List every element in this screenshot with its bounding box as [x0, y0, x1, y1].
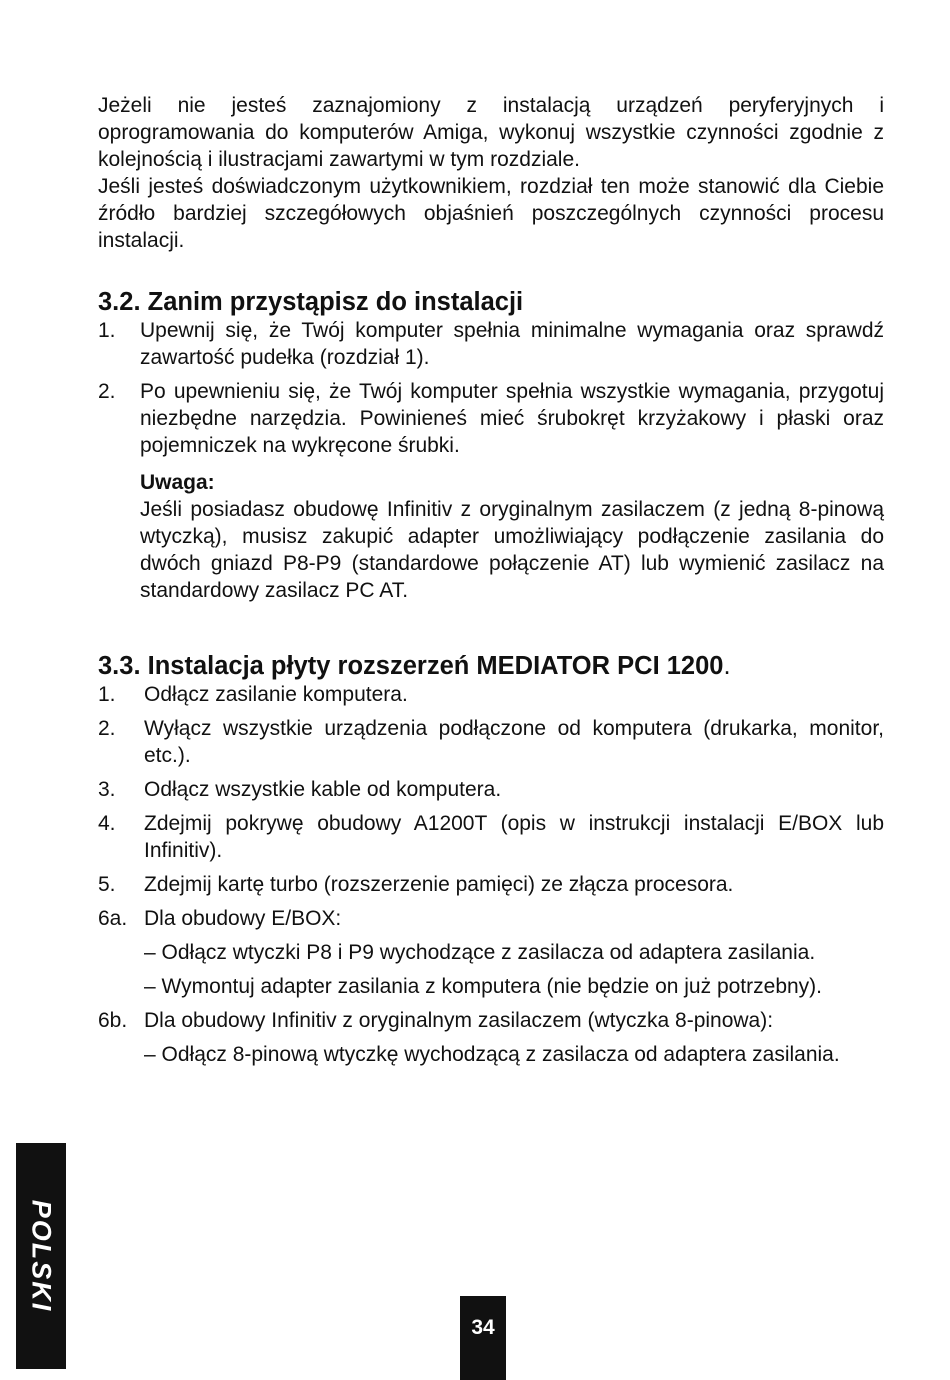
page-number-box [460, 1296, 506, 1380]
list-item [98, 905, 884, 1000]
list-item [98, 317, 884, 371]
list-item [98, 810, 884, 864]
language-side-tab [16, 1143, 66, 1369]
section-3-3-heading [98, 651, 884, 681]
note-box [98, 469, 884, 604]
language-label: POLSKI [26, 1199, 57, 1313]
section-3-3-title: 3.3. Instalacja płyty rozszerzeń MEDIATOR PCI 1200 [98, 652, 724, 680]
intro-paragraph-1: Jeżeli nie jesteś zaznajomiony z instalacją urządzeń peryferyjnych i oprogramowania do komputerów Amiga, wykonuj wszystkie czynności zgodnie z kolejnością i ilustracjami zawartymi w tym rozdziale. [98, 94, 884, 171]
section-3-2-heading: 3.2. Zanim przystąpisz do instalacji [98, 288, 524, 316]
list-item-number: 5. [98, 873, 116, 896]
list-item-text: Po upewnieniu się, że Twój komputer spełnia wszystkie wymagania, przygotuj niezbędne narzędzia. Powinieneś mieć śrubokręt krzyżakowy i płaski oraz pojemniczek na wykręcone śrubki. [140, 380, 884, 457]
list-item [98, 681, 884, 708]
list-item-number: 4. [98, 812, 116, 835]
note-title: Uwaga: [140, 471, 215, 494]
list-item [98, 1007, 884, 1068]
page-content [98, 92, 884, 1068]
list-item-text: Dla obudowy E/BOX: [144, 907, 342, 930]
list-item [98, 871, 884, 898]
sub-item: – Odłącz wtyczki P8 i P9 wychodzące z zasilacza od adaptera zasilania. [144, 941, 816, 964]
list-item-text: Wyłącz wszystkie urządzenia podłączone od komputera (drukarka, monitor, etc.). [144, 717, 884, 767]
list-item [98, 715, 884, 769]
list-item [98, 776, 884, 803]
list-item-number: 3. [98, 778, 116, 801]
list-item-text: Upewnij się, że Twój komputer spełnia minimalne wymagania oraz sprawdź zawartość pudełka (rozdział 1). [140, 319, 884, 369]
section-3-3-list [98, 681, 884, 1068]
list-item-number: 1. [98, 319, 116, 342]
list-item-text: Odłącz wszystkie kable od komputera. [144, 778, 502, 801]
intro [98, 92, 884, 254]
list-item-text: Zdejmij pokrywę obudowy A1200T (opis w instrukcji instalacji E/BOX lub Infinitiv). [144, 812, 884, 862]
list-item-number: 6b. [98, 1009, 128, 1032]
section-3-3-title-period: . [723, 652, 731, 680]
list-item-number: 6a. [98, 907, 128, 930]
intro-paragraph-2: Jeśli jesteś doświadczonym użytkownikiem, rozdział ten może stanowić dla Ciebie źródło bardziej szczegółowych objaśnień poszczególnych czynności procesu instalacji. [98, 175, 884, 252]
section-3-2-list [98, 317, 884, 459]
sub-item: – Wymontuj adapter zasilania z komputera (nie będzie on już potrzebny). [144, 975, 822, 998]
list-item-text: Odłącz zasilanie komputera. [144, 683, 408, 706]
list-item-number: 2. [98, 380, 116, 403]
list-item [98, 378, 884, 459]
list-item-text: Dla obudowy Infinitiv z oryginalnym zasilaczem (wtyczka 8-pinowa): [144, 1009, 774, 1032]
list-item-number: 2. [98, 717, 116, 740]
page-number: 34 [471, 1316, 495, 1339]
note-text: Jeśli posiadasz obudowę Infinitiv z oryginalnym zasilaczem (z jedną 8-pinową wtyczką), musisz zakupić adapter umożliwiający podłączenie zasilania do dwóch gniazd P8-P9 (standardowe połączenie AT) lub wymienić zasilacz na standardowy zasilacz PC AT. [140, 498, 884, 602]
list-item-text: Zdejmij kartę turbo (rozszerzenie pamięci) ze złącza procesora. [144, 873, 734, 896]
list-item-number: 1. [98, 683, 116, 706]
sub-item: – Odłącz 8-pinową wtyczkę wychodzącą z zasilacza od adaptera zasilania. [144, 1043, 840, 1066]
